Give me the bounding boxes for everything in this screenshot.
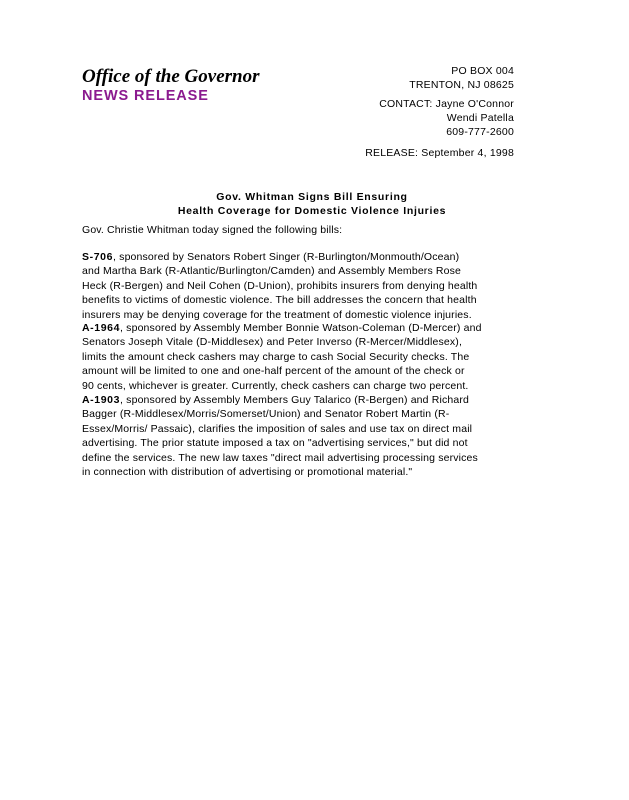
headline-line: Health Coverage for Domestic Violence Injuries [177, 205, 447, 217]
bill-text-line: in connection with distribution of advertising or promotional material." [82, 466, 413, 479]
bill-text-line: benefits to victims of domestic violence. The bill addresses the concern that health [82, 294, 477, 307]
bill-paragraph [82, 393, 544, 479]
news-release-label: NEWS RELEASE [82, 88, 209, 104]
headline [82, 190, 542, 218]
bill-text-line: define the services. The new law taxes "direct mail advertising processing services [82, 451, 478, 464]
bill-text-line: Bagger (R-Middlesex/Morris/Somerset/Union) and Senator Robert Martin (R- [82, 408, 450, 421]
intro-text: Gov. Christie Whitman today signed the following bills: [82, 224, 343, 236]
bill-number: S-706 [82, 251, 114, 263]
bill-text-line: , sponsored by Assembly Member Bonnie Watson-Coleman (D-Mercer) and [120, 322, 482, 334]
bill-text-line: Senators Joseph Vitale (D-Middlesex) and Peter Inverso (R-Mercer/Middlesex), [82, 336, 463, 349]
bill-text-line: and Martha Bark (R-Atlantic/Burlington/Camden) and Assembly Members Rose [82, 265, 462, 278]
bill-text-line: Essex/Morris/ Passaic), clarifies the imposition of sales and use tax on direct mail [82, 422, 473, 435]
contact-line: CONTACT: Jayne O'Connor [379, 98, 514, 110]
bill-text-line: 90 cents, whichever is greater. Currently, check cashers can charge two percent. [82, 379, 469, 392]
release-date: RELEASE: September 4, 1998 [365, 147, 514, 159]
intro-paragraph [82, 223, 544, 237]
address-line: TRENTON, NJ 08625 [409, 79, 514, 91]
bill-text-line: , sponsored by Senators Robert Singer (R-Burlington/Monmouth/Ocean) [113, 251, 460, 263]
bill-paragraph [82, 250, 544, 322]
bill-text-line: limits the amount check cashers may charge to cash Social Security checks. The [82, 350, 470, 363]
contact-line: Wendi Patella [446, 112, 514, 124]
contact-block [379, 97, 514, 139]
headline-line: Gov. Whitman Signs Bill Ensuring [216, 191, 408, 203]
bill-text-line: advertising. The prior statute imposed a tax on "advertising services," but did not [82, 437, 468, 450]
office-title: Office of the Governor [82, 66, 260, 87]
address-block [409, 64, 514, 92]
bill-number: A-1903 [82, 394, 121, 406]
bill-number: A-1964 [82, 322, 121, 334]
bill-text-line: , sponsored by Assembly Members Guy Talarico (R-Bergen) and Richard [120, 394, 469, 406]
bill-text-line: insurers may be denying coverage for the treatment of domestic violence injuries. [82, 308, 472, 321]
bill-paragraph [82, 321, 544, 393]
bill-text-line: Heck (R-Bergen) and Neil Cohen (D-Union), prohibits insurers from denying health [82, 279, 478, 292]
address-line: PO BOX 004 [451, 65, 514, 77]
contact-phone: 609-777-2600 [446, 126, 514, 138]
bill-text-line: amount will be limited to one and one-half percent of the amount of the check or [82, 365, 465, 378]
